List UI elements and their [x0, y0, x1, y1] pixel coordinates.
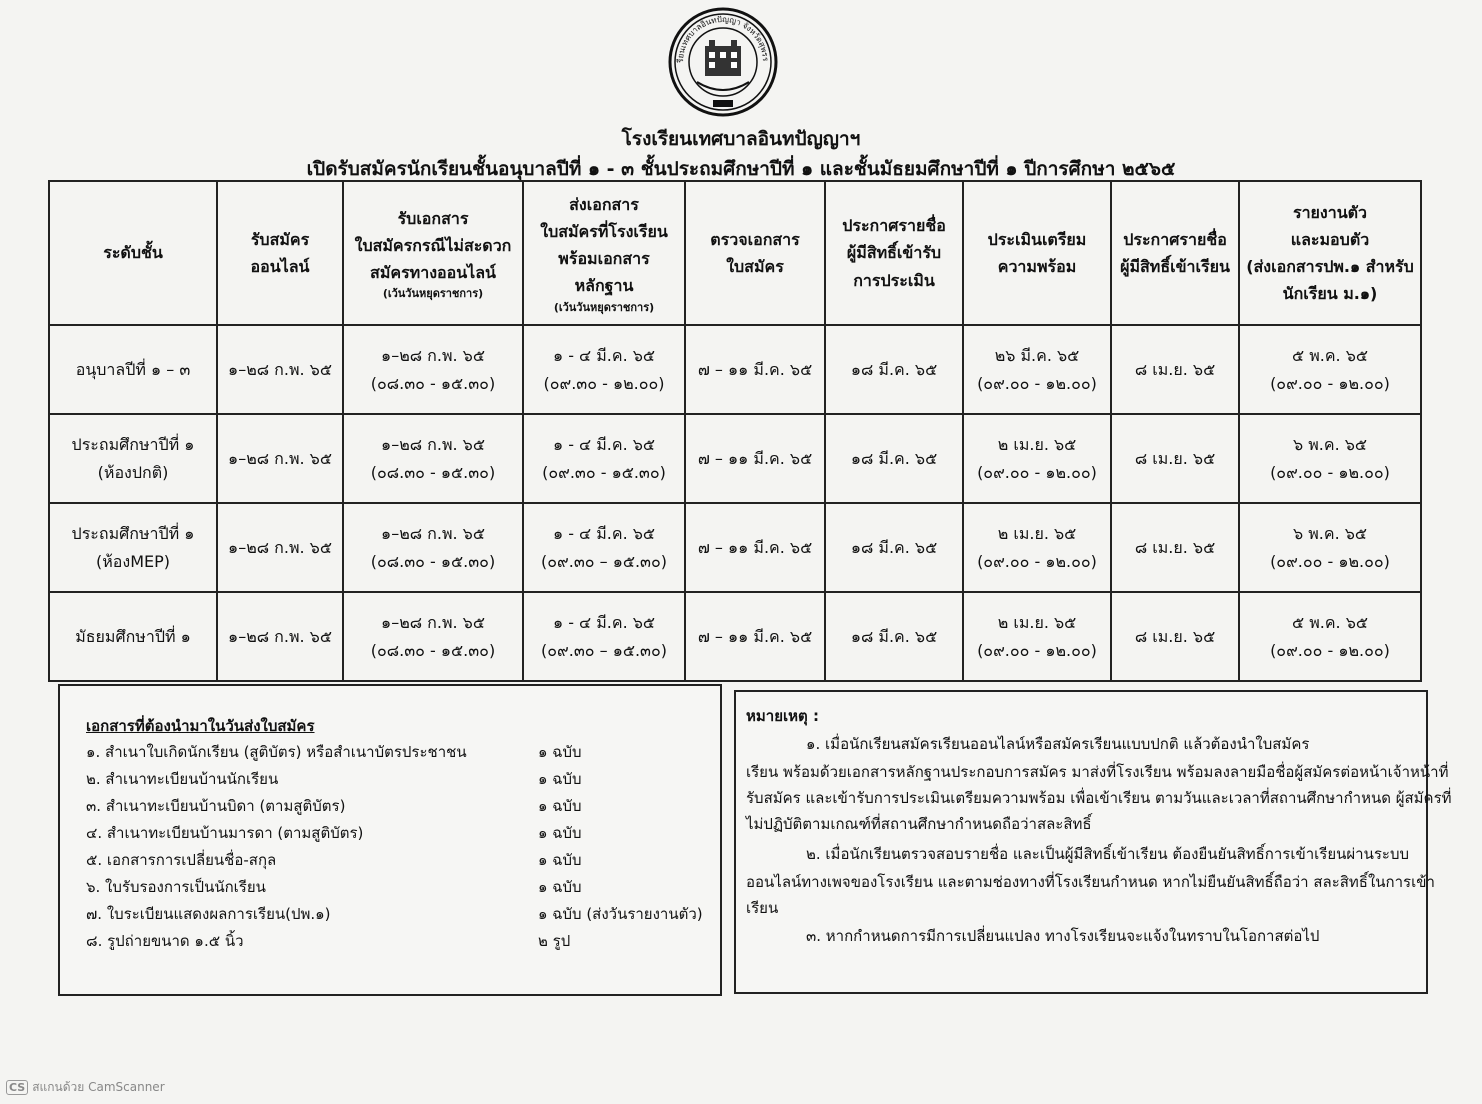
document-item [86, 902, 706, 928]
schedule-table [48, 180, 1422, 682]
document-item [86, 767, 706, 793]
column-header-label: ระดับชั้น [103, 243, 163, 263]
document-name: ๑. สำเนาใบเกิดนักเรียน (สูติบัตร) หรือสำเนาบัตรประชาชน [86, 743, 467, 761]
schedule-cell: ๑๘ มี.ค. ๖๕ [825, 325, 963, 414]
schedule-cell: ๑–๒๘ ก.พ. ๖๕ [217, 325, 343, 414]
table-row [49, 592, 1421, 681]
document-quantity: ๒ รูป [538, 932, 571, 950]
grade-level-cell: ประถมศึกษาปีที่ ๑ (ห้องMEP) [49, 503, 217, 592]
schedule-cell: ๑ - ๔ มี.ค. ๖๕ (๐๙.๓๐ - ๑๕.๓๐) [523, 414, 685, 503]
schedule-cell: ๖ พ.ค. ๖๕ (๐๙.๐๐ - ๑๒.๐๐) [1239, 503, 1421, 592]
document-name: ๗. ใบระเบียนแสดงผลการเรียน(ปพ.๑) [86, 905, 331, 923]
schedule-cell: ๘ เม.ย. ๖๕ [1111, 503, 1239, 592]
schedule-cell: ๗ – ๑๑ มี.ค. ๖๕ [685, 592, 825, 681]
grade-level-cell: มัธยมศึกษาปีที่ ๑ [49, 592, 217, 681]
schedule-cell: ๒๖ มี.ค. ๖๕ (๐๙.๐๐ - ๑๒.๐๐) [963, 325, 1111, 414]
camscanner-logo-icon: CS [6, 1080, 28, 1095]
document-name: ๘. รูปถ่ายขนาด ๑.๕ นิ้ว [86, 932, 244, 950]
column-header-label: รับเอกสาร ใบสมัครกรณีไม่สะดวก สมัครทางออนไลน์ [354, 208, 512, 282]
schedule-cell: ๑–๒๘ ก.พ. ๖๕ [217, 414, 343, 503]
column-header-label: ตรวจเอกสาร ใบสมัคร [710, 229, 800, 276]
document-item [86, 929, 706, 955]
scanner-text: สแกนด้วย CamScanner [32, 1080, 165, 1094]
schedule-cell: ๕ พ.ค. ๖๕ (๐๙.๐๐ - ๑๒.๐๐) [1239, 325, 1421, 414]
scanner-watermark [6, 1078, 165, 1097]
notes-box [734, 690, 1452, 994]
schedule-cell: ๗ – ๑๑ มี.ค. ๖๕ [685, 325, 825, 414]
column-header-label: รับสมัคร ออนไลน์ [250, 229, 310, 276]
document-name: ๖. ใบรับรองการเป็นนักเรียน [86, 878, 266, 896]
grade-level-cell: ประถมศึกษาปีที่ ๑ (ห้องปกติ) [49, 414, 217, 503]
column-header-label: ประกาศรายชื่อ ผู้มีสิทธิ์เข้ารับ การประเมิน [842, 216, 946, 290]
schedule-cell: ๑–๒๘ ก.พ. ๖๕ (๐๘.๓๐ - ๑๕.๓๐) [343, 414, 523, 503]
schedule-cell: ๑–๒๘ ก.พ. ๖๕ [217, 503, 343, 592]
schedule-cell: ๒ เม.ย. ๖๕ (๐๙.๐๐ - ๑๒.๐๐) [963, 414, 1111, 503]
document-item [86, 740, 706, 766]
note-line: เรียน [746, 899, 779, 917]
documents-title: เอกสารที่ต้องนำมาในวันส่งใบสมัคร [86, 717, 315, 735]
school-seal-icon [667, 6, 779, 118]
column-header-8 [1239, 181, 1421, 325]
schedule-cell: ๕ พ.ค. ๖๕ (๐๙.๐๐ - ๑๒.๐๐) [1239, 592, 1421, 681]
column-header-4 [685, 181, 825, 325]
column-header-2 [343, 181, 523, 325]
schedule-cell: ๑–๒๘ ก.พ. ๖๕ [217, 592, 343, 681]
table-row [49, 503, 1421, 592]
schedule-cell: ๑–๒๘ ก.พ. ๖๕ (๐๘.๓๐ - ๑๕.๓๐) [343, 503, 523, 592]
column-header-note: (เว้นวันหยุดราชการ) [382, 287, 484, 301]
notes-title: หมายเหตุ : [746, 707, 819, 725]
schedule-cell: ๖ พ.ค. ๖๕ (๐๙.๐๐ - ๑๒.๐๐) [1239, 414, 1421, 503]
schedule-cell: ๒ เม.ย. ๖๕ (๐๙.๐๐ - ๑๒.๐๐) [963, 592, 1111, 681]
table-row [49, 414, 1421, 503]
note-line: ๓. หากกำหนดการมีการเปลี่ยนแปลง ทางโรงเรียนจะแจ้งในทราบในโอกาสต่อไป [806, 927, 1320, 945]
note-line: รับสมัคร และเข้ารับการประเมินเตรียมความพร้อม เพื่อเข้าเรียน ตามวันและเวลาที่สถานศึกษากำหนด ผู้สมัครที่ [746, 789, 1452, 807]
column-header-note: (เว้นวันหยุดราชการ) [553, 300, 655, 314]
note-line: ๒. เมื่อนักเรียนตรวจสอบรายชื่อ และเป็นผู้มีสิทธิ์เข้าเรียน ต้องยืนยันสิทธิ์การเข้าเรียนผ่านระบบ [806, 845, 1409, 863]
document-item [86, 794, 706, 820]
document-name: ๓. สำเนาทะเบียนบ้านบิดา (ตามสูติบัตร) [86, 797, 346, 815]
column-header-3 [523, 181, 685, 325]
svg-text:โรงเรียนเทศบาลอินทปัญญา จังหวั: รียนเทศบาลอินทปัญญา จังหวัดสุพรร [675, 14, 771, 64]
document-quantity: ๑ ฉบับ [538, 824, 582, 842]
note-line: ไม่ปฏิบัติตามเกณฑ์ที่สถานศึกษากำหนดถือว่าสละสิทธิ์ [746, 815, 1092, 833]
column-header-5 [825, 181, 963, 325]
document-quantity: ๑ ฉบับ [538, 743, 582, 761]
schedule-cell: ๑ - ๔ มี.ค. ๖๕ (๐๙.๓๐ – ๑๕.๓๐) [523, 592, 685, 681]
schedule-cell: ๑–๒๘ ก.พ. ๖๕ (๐๘.๓๐ - ๑๕.๓๐) [343, 592, 523, 681]
required-documents-box [58, 684, 722, 996]
column-header-label: รายงานตัว และมอบตัว (ส่งเอกสารปพ.๑ สำหรับ นักเรียน ม.๑) [1246, 202, 1414, 304]
column-header-0 [49, 181, 217, 325]
document-quantity: ๑ ฉบับ [538, 878, 582, 896]
schedule-cell: ๗ – ๑๑ มี.ค. ๖๕ [685, 414, 825, 503]
document-item [86, 821, 706, 847]
document-name: ๕. เอกสารการเปลี่ยนชื่อ-สกุล [86, 851, 277, 869]
announcement-title: เปิดรับสมัครนักเรียนชั้นอนุบาลปีที่ ๑ - ๓ ชั้นประถมศึกษาปีที่ ๑ และชั้นมัธยมศึกษาปีที่ ๑ ปีการศึกษา ๒๕๖๕ [306, 158, 1176, 180]
document-quantity: ๑ ฉบับ [538, 851, 582, 869]
document-item [86, 875, 706, 901]
schedule-cell: ๑ - ๔ มี.ค. ๖๕ (๐๙.๓๐ - ๑๒.๐๐) [523, 325, 685, 414]
document-quantity: ๑ ฉบับ (ส่งวันรายงานตัว) [538, 905, 703, 923]
note-line: ๑. เมื่อนักเรียนสมัครเรียนออนไลน์หรือสมัครเรียนแบบปกติ แล้วต้องนำใบสมัคร [806, 735, 1310, 753]
column-header-7 [1111, 181, 1239, 325]
schedule-cell: ๗ – ๑๑ มี.ค. ๖๕ [685, 503, 825, 592]
document-item [86, 848, 706, 874]
schedule-cell: ๑๘ มี.ค. ๖๕ [825, 592, 963, 681]
table-header-row [49, 181, 1421, 325]
note-line: ออนไลน์ทางเพจของโรงเรียน และตามช่องทางที่โรงเรียนกำหนด หากไม่ยืนยันสิทธิ์ถือว่า สละสิทธิ์ในการเข้า [746, 873, 1435, 891]
schedule-cell: ๑๘ มี.ค. ๖๕ [825, 503, 963, 592]
schedule-cell: ๒ เม.ย. ๖๕ (๐๙.๐๐ - ๑๒.๐๐) [963, 503, 1111, 592]
document-quantity: ๑ ฉบับ [538, 797, 582, 815]
column-header-6 [963, 181, 1111, 325]
document-name: ๒. สำเนาทะเบียนบ้านนักเรียน [86, 770, 279, 788]
column-header-label: ส่งเอกสาร ใบสมัครที่โรงเรียน พร้อมเอกสาร หลักฐาน [540, 194, 668, 296]
school-name: โรงเรียนเทศบาลอินทปัญญาฯ [621, 128, 861, 150]
note-line: เรียน พร้อมด้วยเอกสารหลักฐานประกอบการสมัคร มาส่งที่โรงเรียน พร้อมลงลายมือชื่อผู้สมัครต่อหน้าเจ้าหน้าที่ [746, 763, 1449, 781]
grade-level-cell: อนุบาลปีที่ ๑ – ๓ [49, 325, 217, 414]
document-name: ๔. สำเนาทะเบียนบ้านมารดา (ตามสูติบัตร) [86, 824, 364, 842]
schedule-cell: ๑ - ๔ มี.ค. ๖๕ (๐๙.๓๐ – ๑๕.๓๐) [523, 503, 685, 592]
column-header-1 [217, 181, 343, 325]
schedule-cell: ๑๘ มี.ค. ๖๕ [825, 414, 963, 503]
table-row [49, 325, 1421, 414]
column-header-label: ประเมินเตรียม ความพร้อม [987, 229, 1087, 276]
schedule-cell: ๘ เม.ย. ๖๕ [1111, 325, 1239, 414]
document-quantity: ๑ ฉบับ [538, 770, 582, 788]
schedule-cell: ๑–๒๘ ก.พ. ๖๕ (๐๘.๓๐ - ๑๕.๓๐) [343, 325, 523, 414]
schedule-cell: ๘ เม.ย. ๖๕ [1111, 592, 1239, 681]
schedule-cell: ๘ เม.ย. ๖๕ [1111, 414, 1239, 503]
column-header-label: ประกาศรายชื่อ ผู้มีสิทธิ์เข้าเรียน [1120, 229, 1230, 276]
